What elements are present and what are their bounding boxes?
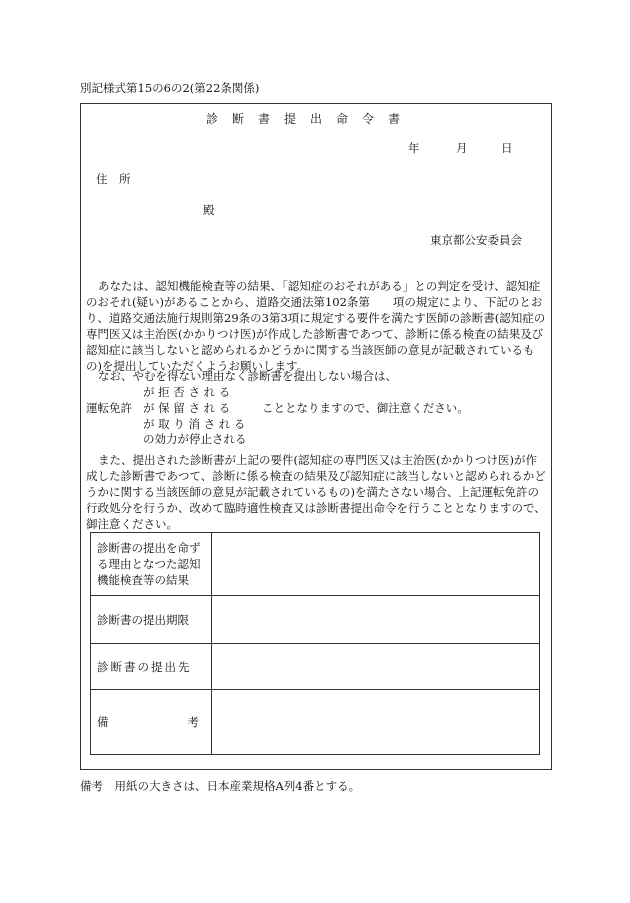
remarks-char-a: 備 (97, 715, 109, 729)
option-revoked: が 取 り 消 さ れ る (143, 417, 246, 431)
body-paragraph-1: あなたは、認知機能検査等の結果、「認知症のおそれがある」との判定を受け、認知症のおそれ(疑い)があることから、道路交通法第102条第 項の規定により、下記のとおり、道路交通法施行規則第29条の3第3項に規定する要件を満たす医師の診断書(認知症の専門医又は主治医(かかりつけ医)が作成した診断書であつて、診断に係る検査の結果及び認知症に該当しないと認められるかどうかに関する当該医師の意見が記載されているもの)を提出していただくようお願いします。 (86, 279, 546, 373)
document-title: 診断書提出命令書 (206, 112, 415, 126)
consequence-text: こととなりますので、御注意ください。 (262, 401, 469, 415)
row-value-destination (212, 644, 540, 690)
honorific: 殿 (203, 203, 215, 217)
row-label-destination: 診断書の提出先 (91, 644, 212, 690)
row-value-deadline (212, 596, 540, 644)
body-paragraph-3: また、提出された診断書が上記の要件(認知症の専門医又は主治医(かかりつけ医)が作成した診断書であつて、診断に係る検査の結果及び認知症に該当しないと認められるかどうかに関する当該医師の意見が記載されているもの)を満たさない場合、上記運転免許の行政処分を行うか、改めて臨時適性検査又は診断書提出命令を行うこととなりますので、御注意ください。 (86, 453, 546, 531)
option-suspended: が 保 留 さ れ る (143, 401, 231, 415)
row-label-deadline: 診断書の提出期限 (91, 596, 212, 644)
date-year: 年 (408, 141, 420, 155)
option-refused: が 拒 否 さ れ る (143, 385, 231, 399)
row-label-reason: 診断書の提出を命ずる理由となつた認知機能検査等の結果 (91, 533, 212, 596)
body-paragraph-2: なお、やむを得ない理由なく診断書を提出しない場合は、 (98, 369, 397, 383)
issuer: 東京都公安委員会 (430, 233, 522, 247)
row-value-remarks (212, 690, 540, 755)
info-table (90, 532, 540, 755)
remarks-char-b: 考 (187, 715, 199, 729)
table-row (91, 596, 540, 644)
license-label: 運転免許 (86, 401, 132, 415)
row-value-reason (212, 533, 540, 596)
table-row (91, 690, 540, 755)
date-day: 日 (501, 141, 513, 155)
form-reference: 別記様式第15の6の2(第22条関係) (80, 81, 260, 95)
date-month: 月 (456, 141, 468, 155)
row-label-remarks (91, 690, 212, 755)
address-label: 住 所 (96, 172, 131, 186)
table-row (91, 644, 540, 690)
option-stopped: の効力が停止される (143, 432, 247, 446)
footnote: 備考 用紙の大きさは、日本産業規格A列4番とする。 (80, 779, 361, 793)
table-row (91, 533, 540, 596)
